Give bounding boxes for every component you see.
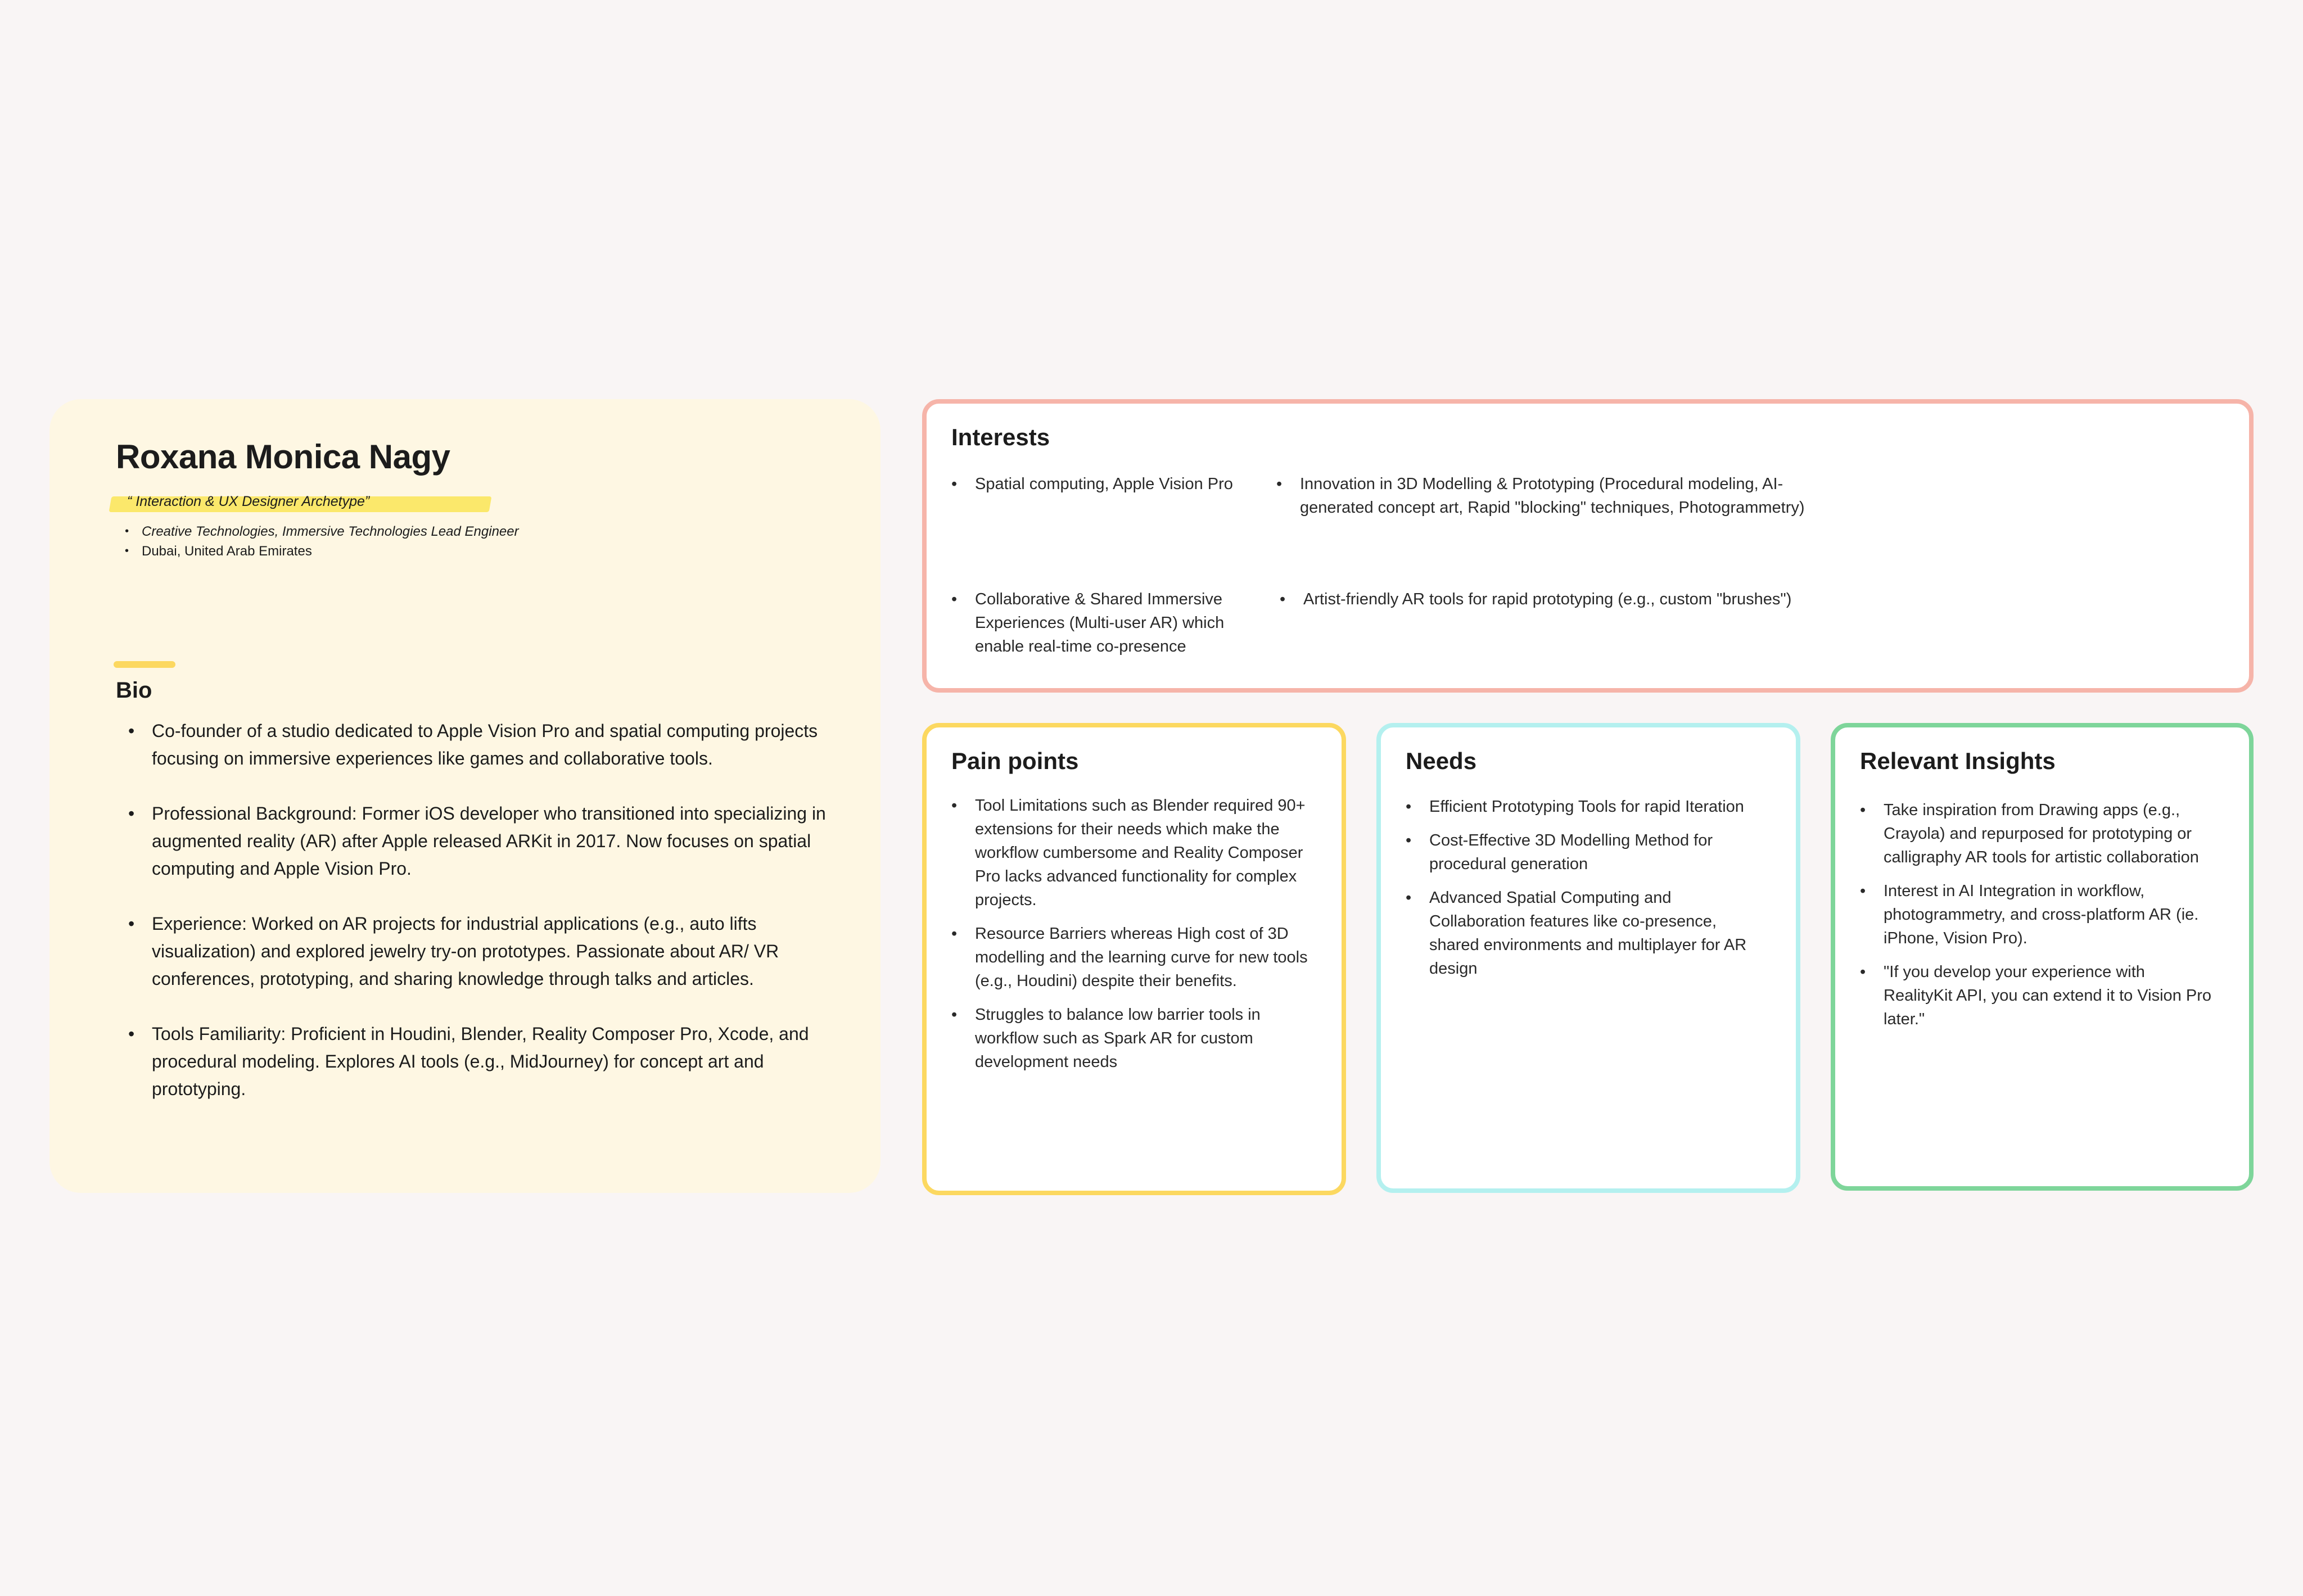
insights-list [1860,798,2214,1041]
interest-item: • Spatial computing, Apple Vision Pro [951,472,1267,496]
bio-item: • Co-founder of a studio dedicated to Apple Vision Pro and spatial computing projects focusing on immersive experiences like games and collaborative tools. [128,717,831,772]
bio-list [128,717,831,1131]
insight-item: • Take inspiration from Drawing apps (e.g., Crayola) and repurposed for prototyping or calligraphy AR tools for artistic collaboration [1860,798,2214,869]
bio-item: • Tools Familiarity: Proficient in Houdini, Blender, Reality Composer Pro, Xcode, and procedural modeling. Explores AI tools (e.g., MidJourney) for concept art and prototyping. [128,1020,831,1103]
insights-title: Relevant Insights [1860,748,2056,774]
persona-name: Roxana Monica Nagy [116,438,450,476]
bio-item: • Professional Background: Former iOS developer who transitioned into specializing in augmented reality (AR) after Apple released ARKit in 2017. Now focuses on spatial computing and Apple Vision Pro. [128,800,831,883]
insight-item: • Interest in AI Integration in workflow, photogrammetry, and cross-platform AR (ie. iPhone, Vision Pro). [1860,879,2214,950]
pain-point-item: • Struggles to balance low barrier tools in workflow such as Spark AR for custom development needs [951,1003,1311,1074]
pain-point-item: • Tool Limitations such as Blender required 90+ extensions for their needs which make the workflow cumbersome and Reality Composer Pro lacks advanced functionality for complex projects. [951,794,1311,912]
pain-points-title: Pain points [951,748,1079,774]
interests-card [922,399,2254,693]
bio-item: • Experience: Worked on AR projects for industrial applications (e.g., auto lifts visualization) and explored jewelry try-on prototypes. Passionate about AR/ VR conferences, prototyping, and sharing knowledge through talks and articles. [128,910,831,993]
interest-item: • Artist-friendly AR tools for rapid prototyping (e.g., custom "brushes") [1280,587,1798,611]
interest-item: • Innovation in 3D Modelling & Prototyping (Procedural modeling, AI-generated concept art, Rapid "blocking" techniques, Photogrammetry) [1276,472,1817,519]
pain-points-list [951,794,1311,1084]
needs-card [1376,723,1800,1193]
bio-accent-bar [114,661,175,668]
persona-location: • Dubai, United Arab Emirates [125,541,552,561]
pain-points-card [922,723,1346,1195]
need-item: • Efficient Prototyping Tools for rapid Iteration [1406,795,1760,819]
interest-item: • Collaborative & Shared Immersive Experiences (Multi-user AR) which enable real-time co-presence [951,587,1267,658]
insight-item: • "If you develop your experience with RealityKit API, you can extend it to Vision Pro later." [1860,960,2214,1031]
persona-role: • Creative Technologies, Immersive Technologies Lead Engineer [125,522,552,541]
insights-card [1831,723,2254,1191]
need-item: • Advanced Spatial Computing and Collaboration features like co-presence, shared environments and multiplayer for AR design [1406,886,1760,980]
pain-point-item: • Resource Barriers whereas High cost of 3D modelling and the learning curve for new tools (e.g., Houdini) despite their benefits. [951,922,1311,993]
persona-archetype: “ Interaction & UX Designer Archetype” [127,494,370,509]
persona-card [49,399,880,1193]
interests-title: Interests [951,424,1050,450]
bio-title: Bio [116,678,152,703]
needs-list [1406,795,1760,991]
persona-meta-list [125,522,552,561]
need-item: • Cost-Effective 3D Modelling Method for procedural generation [1406,829,1760,876]
needs-title: Needs [1406,748,1477,774]
